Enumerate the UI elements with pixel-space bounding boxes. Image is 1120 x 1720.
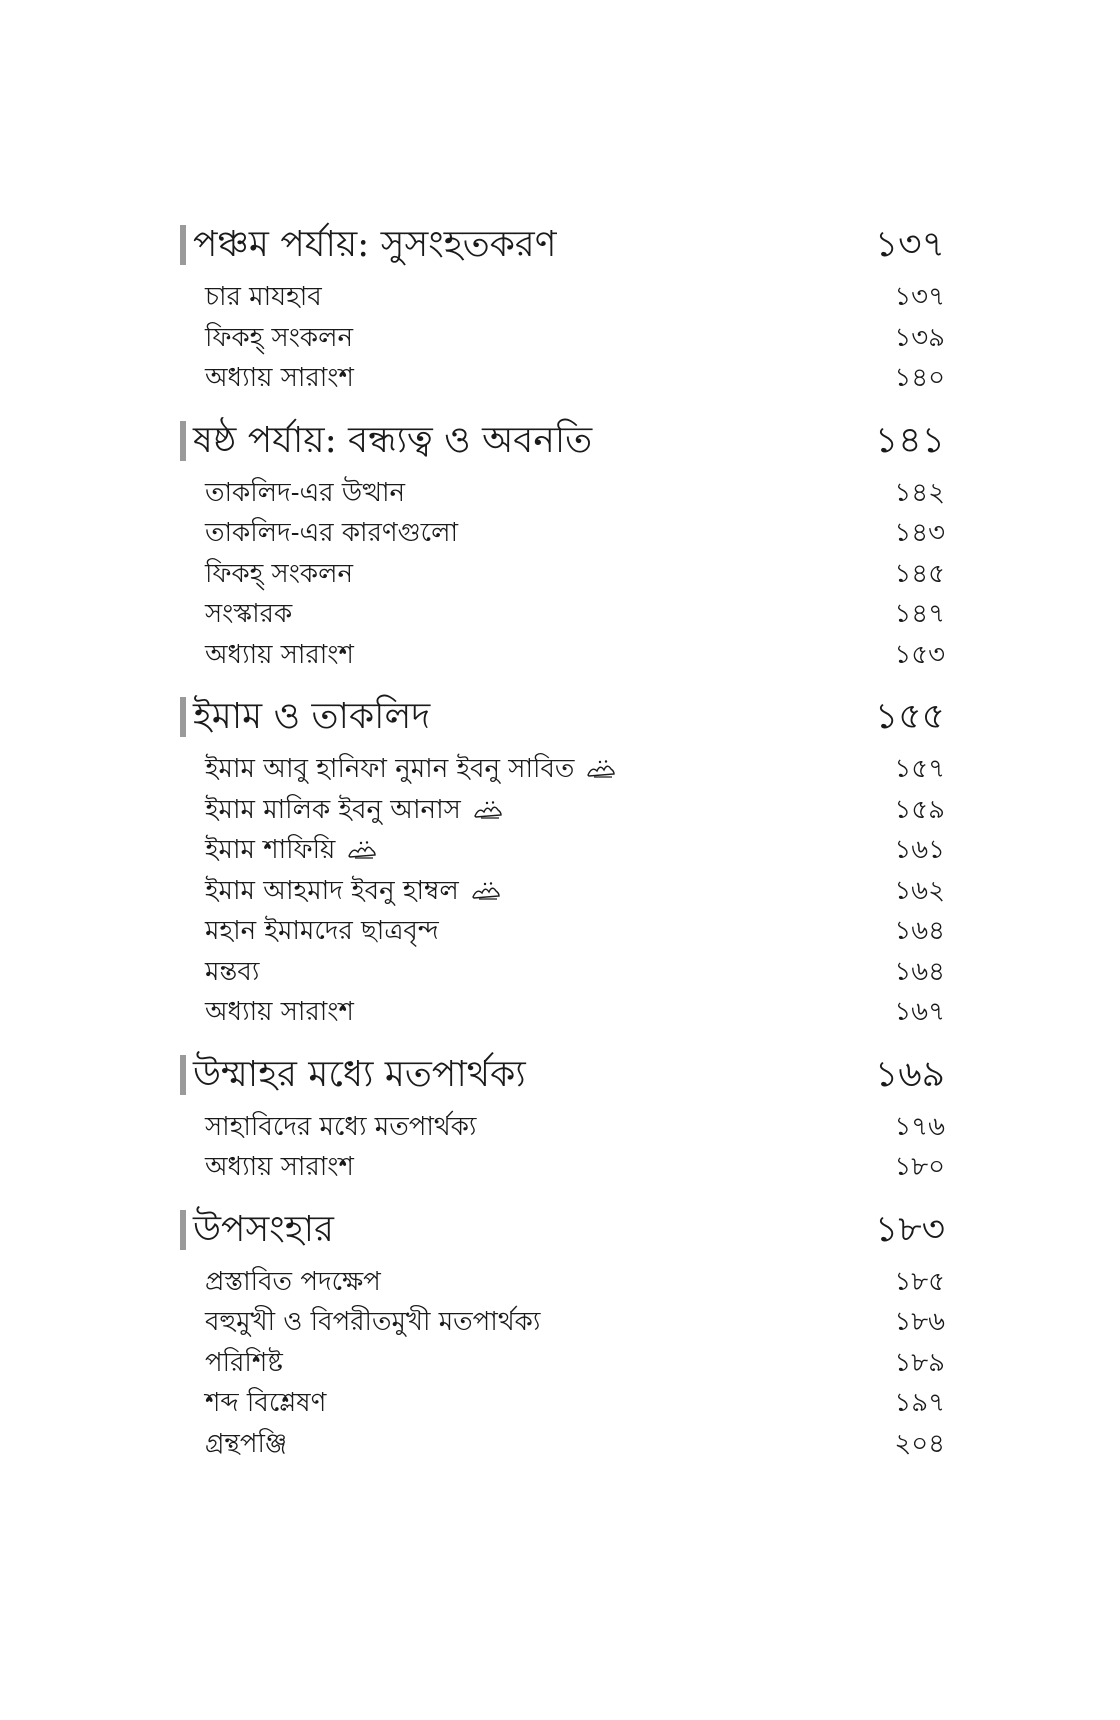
entry-page-number: ১৮০ (894, 1152, 945, 1183)
section-entries (180, 1107, 945, 1188)
entry-title-wrap (205, 790, 503, 830)
entry-title: মন্তব্য (205, 956, 260, 987)
entry-page-number: ১৩৯ (894, 322, 945, 353)
entry-title: সংস্কারক (205, 599, 293, 630)
entry-page-number: ১৮৯ (894, 1347, 945, 1378)
entry-page-number: ১৪৫ (894, 558, 945, 589)
section-title: ষষ্ঠ পর্যায়: বন্ধ্যত্ব ও অবনতি (193, 419, 593, 461)
toc-section (180, 215, 945, 399)
entry-title: গ্রন্থপঞ্জি (205, 1428, 288, 1459)
toc-entry (205, 952, 945, 993)
toc-entry (205, 1343, 945, 1384)
toc-entry (205, 594, 945, 635)
toc-entry (205, 635, 945, 676)
section-page-number: ১৮৩ (874, 1208, 945, 1250)
toc-entry (205, 1107, 945, 1148)
entry-title: ইমাম মালিক ইবনু আনাস (205, 794, 461, 825)
section-title: উপসংহার (193, 1208, 334, 1250)
toc-entry (205, 790, 945, 831)
toc-entry (205, 749, 945, 790)
entry-title: ইমাম শাফিয়ি (205, 835, 336, 866)
entry-title: ইমাম আবু হানিফা নুমান ইবনু সাবিত (205, 754, 575, 785)
toc-entry (205, 513, 945, 554)
toc-section (180, 411, 945, 676)
section-heading (180, 687, 945, 747)
toc-entry (205, 1424, 945, 1465)
section-entries (180, 1262, 945, 1465)
section-heading (180, 215, 945, 275)
toc-section (180, 687, 945, 1033)
entry-title-wrap (205, 871, 501, 911)
section-page-number: ১৬৯ (874, 1053, 945, 1095)
section-page-number: ১৪১ (874, 419, 945, 461)
section-page-number: ১৫৫ (874, 696, 945, 737)
entry-page-number: ১৮৬ (894, 1307, 945, 1338)
toc-entry (205, 911, 945, 952)
entry-page-number: ১৬১ (894, 835, 945, 866)
toc-entry (205, 992, 945, 1033)
toc-entry (205, 277, 945, 318)
section-entries (180, 473, 945, 676)
table-of-contents (180, 215, 945, 1476)
rahimahullah-calligraphy-icon (473, 799, 503, 821)
entry-title: শব্দ বিশ্লেষণ (205, 1388, 327, 1419)
toc-entry (205, 1147, 945, 1188)
entry-page-number: ১৯৭ (894, 1388, 945, 1419)
entry-page-number: ১৪৩ (894, 518, 945, 549)
entry-title: বহুমুখী ও বিপরীতমুখী মতপার্থক্য (205, 1307, 541, 1338)
toc-entry (205, 473, 945, 514)
entry-page-number: ১৩৭ (894, 282, 945, 313)
entry-page-number: ১৬৪ (894, 956, 945, 987)
entry-page-number: ১৬৭ (894, 997, 945, 1028)
section-title: ইমাম ও তাকলিদ (193, 696, 431, 737)
entry-title: তাকলিদ-এর উত্থান (205, 477, 406, 508)
entry-page-number: ১৪০ (894, 363, 945, 394)
entry-title: তাকলিদ-এর কারণগুলো (205, 518, 459, 549)
toc-section (180, 1045, 945, 1188)
toc-section (180, 1200, 945, 1465)
rahimahullah-calligraphy-icon (471, 880, 501, 902)
section-title: পঞ্চম পর্যায়: সুসংহতকরণ (193, 224, 557, 265)
rahimahullah-calligraphy-icon (347, 839, 377, 861)
entry-page-number: ১৬২ (894, 875, 945, 906)
toc-entry (205, 1302, 945, 1343)
section-page-number: ১৩৭ (874, 224, 945, 265)
toc-entry (205, 318, 945, 359)
entry-page-number: ১৫৭ (894, 754, 945, 785)
section-entries (180, 277, 945, 399)
entry-page-number: ১৪২ (894, 477, 945, 508)
toc-entry (205, 1383, 945, 1424)
section-heading (180, 411, 945, 471)
entry-title: পরিশিষ্ট (205, 1347, 283, 1378)
entry-title: মহান ইমামদের ছাত্রবৃন্দ (205, 916, 439, 947)
entry-page-number: ১৫৯ (894, 794, 945, 825)
entry-title: অধ্যায় সারাংশ (205, 1152, 354, 1183)
entry-title: অধ্যায় সারাংশ (205, 639, 354, 670)
entry-title-wrap (205, 830, 377, 870)
entry-title-wrap (205, 749, 616, 789)
entry-page-number: ১৮৫ (894, 1266, 945, 1297)
section-heading (180, 1200, 945, 1260)
entry-page-number: ২০৪ (894, 1428, 945, 1459)
toc-entry (205, 1262, 945, 1303)
toc-entry (205, 554, 945, 595)
toc-entry (205, 830, 945, 871)
toc-entry (205, 358, 945, 399)
section-entries (180, 749, 945, 1033)
entry-page-number: ১৪৭ (894, 599, 945, 630)
rahimahullah-calligraphy-icon (586, 758, 616, 780)
entry-title: প্রস্তাবিত পদক্ষেপ (205, 1266, 381, 1297)
section-title: উম্মাহর মধ্যে মতপার্থক্য (193, 1053, 526, 1095)
toc-entry (205, 871, 945, 912)
entry-title: চার মাযহাব (205, 282, 322, 313)
entry-title: ফিকহ্ সংকলন (205, 558, 354, 589)
entry-page-number: ১৫৩ (894, 639, 945, 670)
entry-title: অধ্যায় সারাংশ (205, 363, 354, 394)
entry-title: ইমাম আহমাদ ইবনু হাম্বল (205, 875, 459, 906)
section-heading (180, 1045, 945, 1105)
entry-title: ফিকহ্ সংকলন (205, 322, 354, 353)
entry-title: অধ্যায় সারাংশ (205, 997, 354, 1028)
entry-page-number: ১৭৬ (894, 1111, 945, 1142)
entry-page-number: ১৬৪ (894, 916, 945, 947)
entry-title: সাহাবিদের মধ্যে মতপার্থক্য (205, 1111, 477, 1142)
